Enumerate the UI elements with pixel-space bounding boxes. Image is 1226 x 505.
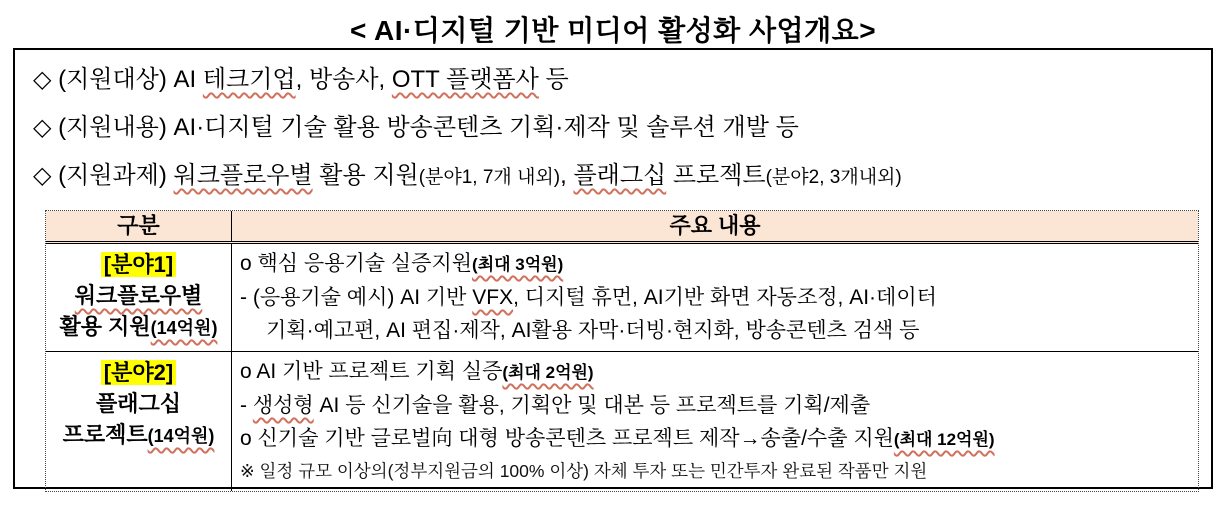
- bullet-support-target: ◇ (지원대상) AI 테크기업, 방송사, OTT 플랫폼사 등: [33, 66, 569, 93]
- table-row-field1: [46, 244, 1198, 352]
- table-header-main-content: 주요 내용: [669, 213, 761, 238]
- field1-name-line2: 활용 지원(14억원): [59, 314, 218, 339]
- table-row-field2: [46, 352, 1198, 491]
- field2-name-line2: 프로젝트(14억원): [62, 422, 215, 447]
- table-header-category: 구분: [46, 211, 232, 241]
- overview-box: [13, 48, 1213, 489]
- field2-name-line1: 플래그십: [95, 391, 181, 416]
- field1-content-line2: - (응용기술 예시) AI 기반 VFX, 디지털 휴먼, AI기반 화면 자동조정, AI·데이터: [240, 286, 937, 309]
- field2-label-cell: [46, 352, 232, 491]
- field1-name-line1: 워크플로우별: [74, 283, 203, 308]
- field2-content-cell: [232, 352, 1198, 491]
- field2-content-note: ※ 일정 규모 이상의(정부지원금의 100% 이상) 자체 투자 또는 민간투자 완료된 작품만 지원: [240, 461, 928, 481]
- program-table: [45, 210, 1199, 492]
- overview-bullets: [29, 56, 1203, 202]
- document-title: < AI·디지털 기반 미디어 활성화 사업개요>: [349, 15, 877, 46]
- field1-badge: [분야1]: [48, 249, 229, 280]
- field2-content-line3: o 신기술 기반 글로벌向 대형 방송콘텐츠 프로젝트 제작→송출/수출 지원(최대 12억원): [240, 427, 995, 450]
- field2-content-line1: o AI 기반 프로젝트 기획 실증(최대 2억원): [240, 360, 594, 383]
- table-header-row: [46, 211, 1198, 244]
- field2-content-line2: - 생성형 AI 등 신기술을 활용, 기획안 및 대본 등 프로젝트를 기획/제출: [240, 394, 871, 417]
- field1-content-line3: 기획·예고편, AI 편집·제작, AI활용 자막·더빙·현지화, 방송콘텐츠 검색 등: [266, 319, 920, 342]
- field1-content-cell: [232, 244, 1198, 351]
- bullet-support-content: ◇ (지원내용) AI·디지털 기술 활용 방송콘텐츠 기획·제작 및 솔루션 개발 등: [33, 114, 799, 141]
- field1-label-cell: [46, 244, 232, 351]
- bullet-support-tasks: ◇ (지원과제) 워크플로우별 활용 지원(분야1, 7개 내외), 플래그십 프로젝트(분야2, 3개내외): [33, 162, 902, 189]
- field1-content-line1: o 핵심 응용기술 실증지원(최대 3억원): [240, 252, 564, 275]
- field2-badge: [분야2]: [48, 357, 229, 388]
